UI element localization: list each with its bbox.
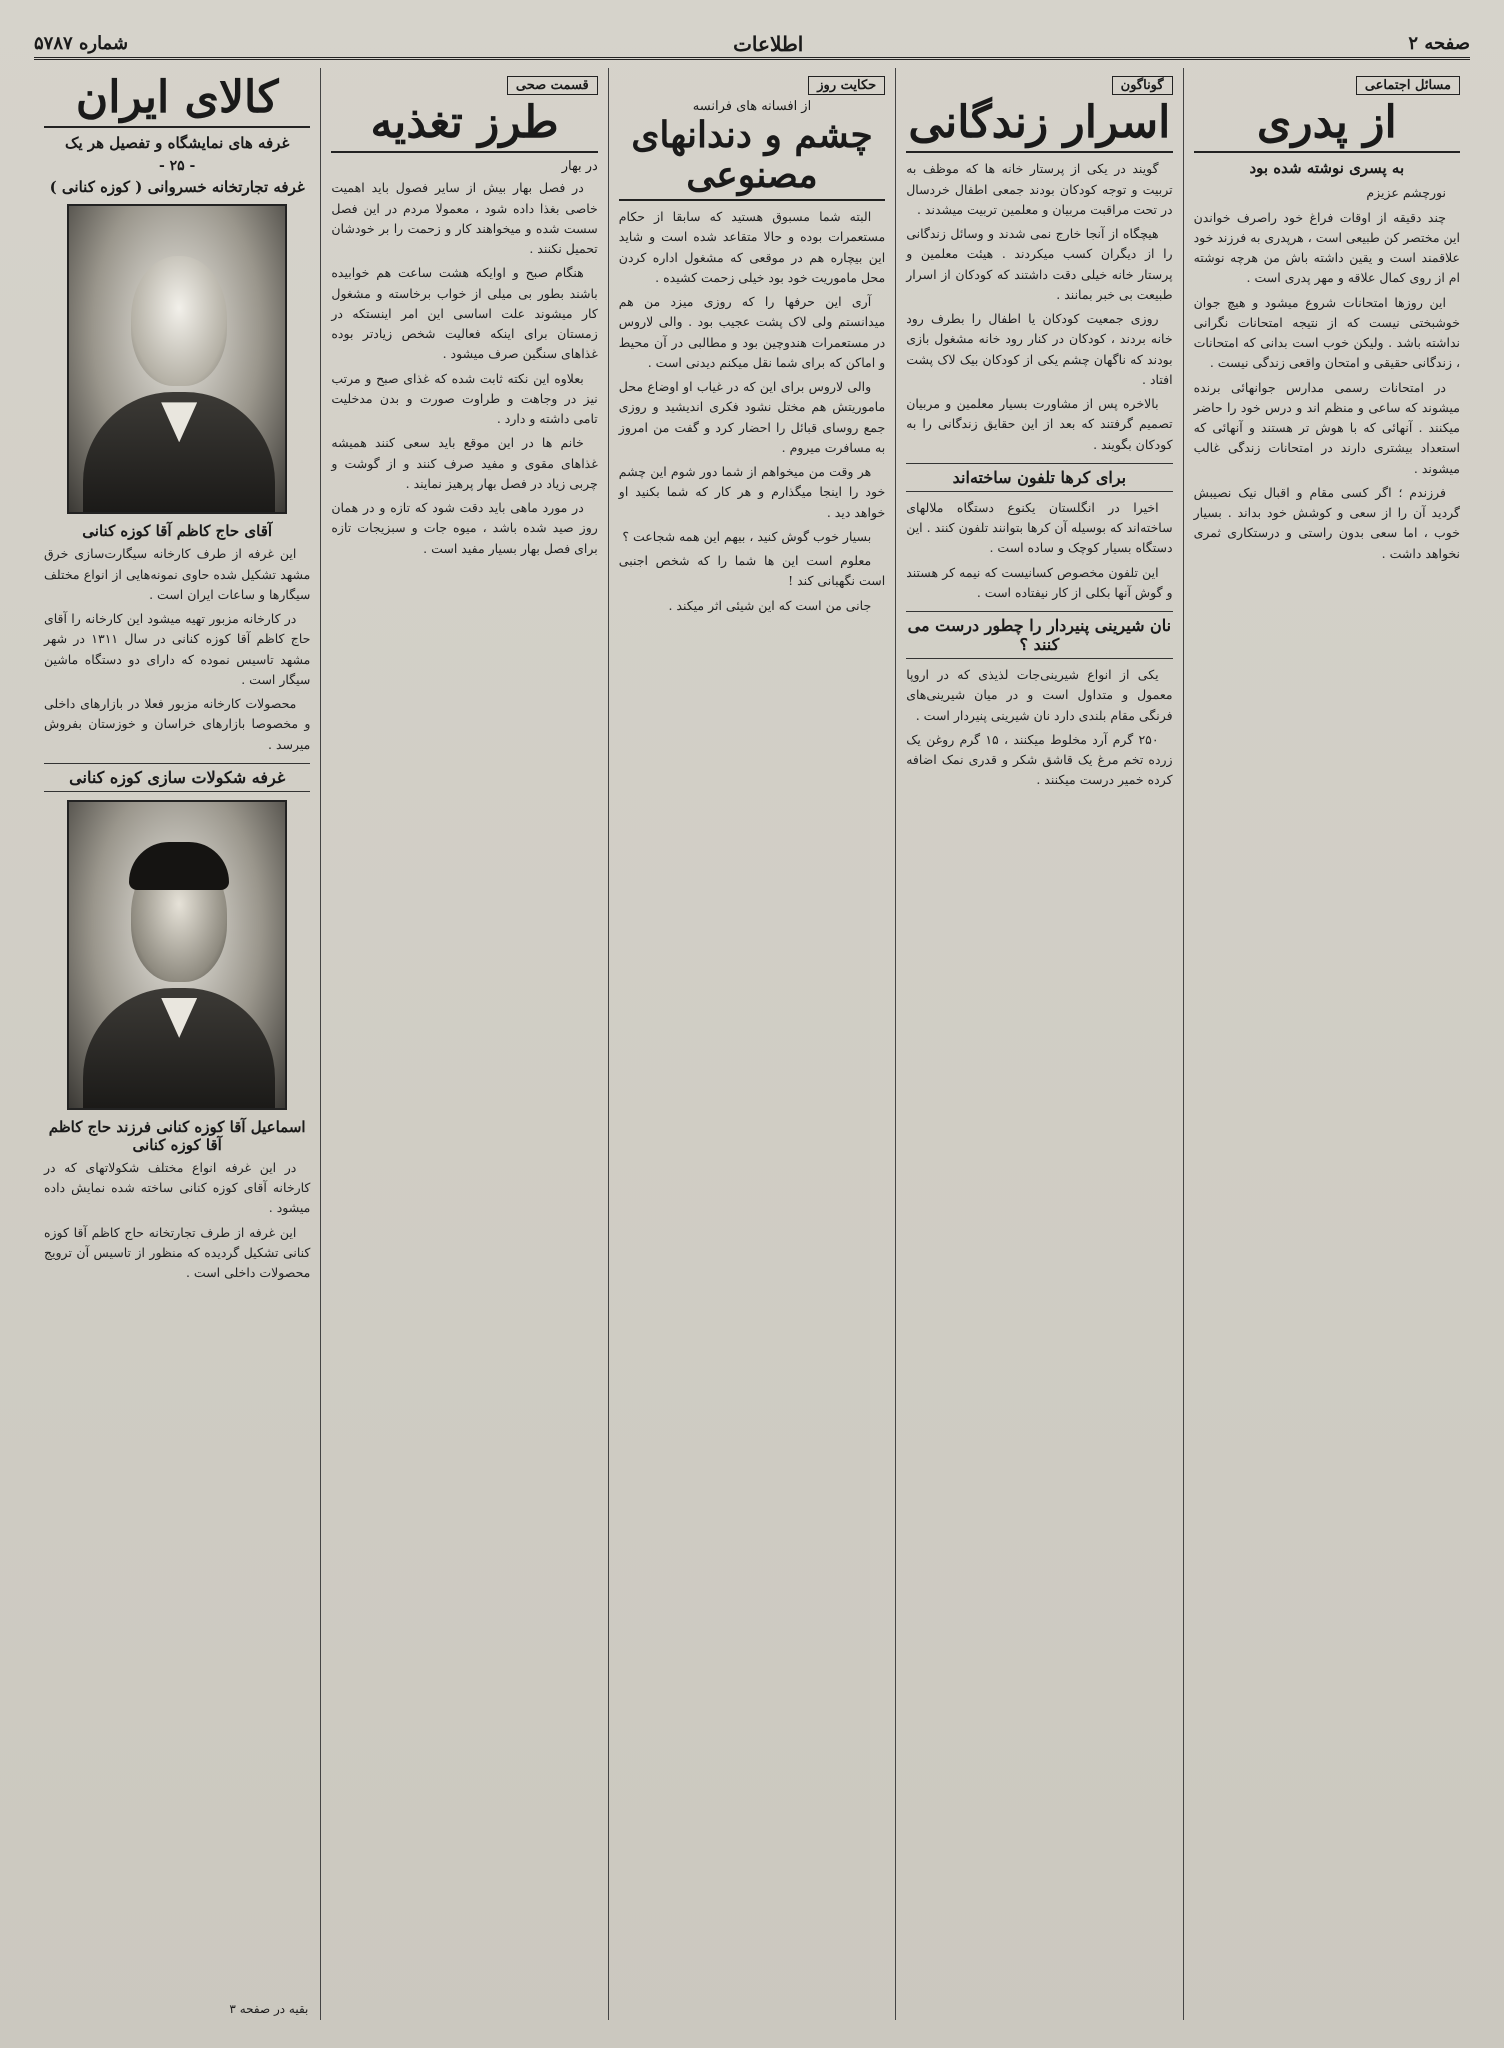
column-nutrition: [320, 68, 607, 2020]
headline-iranian-goods: کالای ایران: [44, 74, 310, 128]
paragraph: والی لاروس برای این که در غیاب او اوضاع محل ماموریتش هم مختل نشود فکری اندیشید و روزی جمع روسای قبائل را احضار کرد و گفت من امروز به مسافرت میروم .: [618, 379, 886, 455]
photo-caption: اسماعیل آقا کوزه کنانی فرزند حاج کاظم آقا کوزه کنانی: [48, 1117, 306, 1154]
paragraph: در این غرفه انواع مختلف شکولاتهای که در کارخانه آقای کوزه کنانی ساخته شده نمایش داده میشود .: [43, 1159, 311, 1216]
booth-title-chocolate: غرفه شکولات سازی کوزه کنانی: [44, 763, 310, 792]
greeting: نورچشم عزیزم: [1366, 185, 1446, 201]
column-iranian-goods: [34, 68, 320, 2020]
paragraph: این غرفه از طرف کارخانه سیگارت‌سازی خرق مشهد تشکیل شده حاوی نمونه‌هایی از انواع مختلف سیگارها و ساعات ایران است .: [43, 546, 311, 602]
subheading-telephone: برای کرها تلفون ساخته‌اند: [906, 463, 1172, 492]
paragraph: روزی جمعیت کودکان یا اطفال را بطرف رود خانه بردند ، کودکان در کنار رود خانه مشغول بازی بودند که ناگهان چشم یکی از کودکان بیک لاک پشت افتاد .: [906, 311, 1173, 387]
section-tag: مسائل اجتماعی: [1356, 76, 1460, 95]
paragraph: ۲۵۰ گرم آرد مخلوط میکنند ، ۱۵ گرم روغن یک زرده تخم مرغ یک قاشق شکر و قدری نمک اضافه کرده خمیر درست میکنند .: [906, 731, 1173, 788]
article-body: [44, 544, 310, 755]
paragraph: البته شما مسبوق هستید که سابقا از حکام مستعمرات بوده و حالا متقاعد شده است و شاید این بیچاره هم در موقعی که مشغول اداره کردن محل ماموریت خود بود خیلی زحمت کشیده .: [618, 209, 886, 285]
columns: [34, 68, 1470, 2020]
page-label: صفحه ۲: [1408, 33, 1470, 54]
article-body: [906, 159, 1172, 455]
column-secrets-of-life: [895, 68, 1182, 2020]
portrait-photo-elder: [67, 204, 287, 514]
installment-number: - ۲۵ -: [158, 158, 196, 175]
portrait-hair: [129, 842, 229, 890]
article-body: [619, 207, 885, 616]
paragraph: هنگام صبح و اوایکه هشت ساعت هم خوابیده باشند بطور بی میلی از خواب برخاسته و مشغول کار میشوند علت اساسی این امر اینستکه در زمستان برای اینکه فعالیت شخص زیادتر بوده غذاهای سنگین صرف میشود .: [331, 265, 598, 362]
paragraph: فرزندم ؛ اگر کسی مقام و اقبال نیک نصیبش گردید آن را از سعی و کوشش خود بداند . بسیار خوب ، اما سعی بدون راستی و درستکاری ثمری نخواهد داشت .: [1193, 484, 1460, 561]
paragraph: هر وقت من میخواهم از شما دور شوم این چشم خود را اینجا میگذارم و هر کار که شما بکنید او خواهد دید .: [618, 464, 886, 520]
paragraph: در کارخانه مزبور تهیه میشود این کارخانه را آقای حاج کاظم آقا کوزه کنانی در سال ۱۳۱۱ در شهر مشهد تاسیس نموده که دارای دو دستگاه ماشین سیگار است .: [43, 611, 311, 687]
booth-title: غرفه تجارتخانه خسروانی ( کوزه کنانی ): [49, 178, 305, 197]
column-artificial-eyes: [608, 68, 895, 2020]
paragraph: یکی از انواع شیرینی‌جات لذیذی که در اروپا معمول و متداول است و در میان شیرینی‌های فرنگی مقام بلندی دارد نان شیرینی پنیردار است .: [906, 667, 1173, 723]
article-body: [331, 178, 597, 559]
continued-note: بقیه در صفحه ۳: [229, 2002, 309, 2016]
paragraph: گویند در یکی از پرستار خانه ها که موظف به تربیت و توجه کودکان بودند جمعی اطفال خردسال در تحت مراقبت مربیان و معلمین تربیت میشدند .: [906, 161, 1173, 217]
masthead: [34, 30, 1470, 60]
paragraph: در امتحانات رسمی مدارس جوانهائی برنده میشوند که ساعی و منظم اند و درس خود را حاضر میکنند . آنهائی که با هوش تر هستند و آنهائی که استعداد بیشتری دارند در امتحانات زندگی غالب میشوند .: [1193, 379, 1460, 476]
section-tag: گوناگون: [1112, 76, 1173, 95]
portrait-photo-son: [67, 800, 287, 1110]
article-body: [906, 498, 1172, 603]
kicker: از افسانه های فرانسه: [692, 99, 812, 114]
issue-label: شماره ۵۷۸۷: [34, 33, 129, 54]
article-body: [44, 1158, 310, 1284]
dialogue-line: جانی من است که این شیئی اثر میکند .: [668, 597, 872, 613]
dialogue-line: معلوم است این ها شما را که شخص اجنبی است نگهبانی کند !: [618, 553, 886, 589]
paragraph: هیچگاه از آنجا خارج نمی شدند و وسائل زندگانی را از دیگران کسب میکردند . هیئت معلمین و پرستار خانه خیلی دقت داشتند که کودکان از اسرار طبیعت بی خبر بمانند .: [906, 226, 1173, 302]
subhead: غرفه های نمایشگاه و تفصیل هر یک: [65, 134, 290, 153]
subhead: به پسری نوشته شده بود: [1249, 159, 1405, 178]
section-tag: حکایت روز: [808, 76, 885, 95]
headline-artificial-eyes: چشم و دندانهای مصنوعی: [619, 116, 885, 201]
paragraph: بعلاوه این نکته ثابت شده که غذای صبح و مرتب نیز در وجاهت و طراوت صورت و بدن مدخلیت تامی داشته و دارد .: [331, 370, 598, 427]
subheading-cheese-bread: نان شیرینی پنیردار را چطور درست می کنند ؟: [906, 611, 1172, 659]
paragraph: محصولات کارخانه مزبور فعلا در بازارهای داخلی و مخصوصا بازارهای خراسان و خوزستان بفروش میرسد .: [43, 696, 311, 752]
dialogue-line: بسیار خوب گوش کنید ، بیهم این همه شجاعت ؟: [622, 528, 872, 544]
photo-caption: آقای حاج کاظم آقا کوزه کنانی: [82, 522, 273, 541]
paragraph: در مورد ماهی باید دقت شود که تازه و در همان روز صید شده باشد ، میوه جات و سبزیجات تازه برای فصل بهار بسیار مفید است .: [331, 500, 598, 556]
paper-name: اطلاعات: [733, 31, 804, 56]
paragraph: این تلفون مخصوص کسانیست که نیمه کر هستند و گوش آنها بکلی از کار نیفتاده است .: [906, 564, 1173, 600]
paragraph: چند دقیقه از اوقات فراغ خود راصرف خواندن این مختصر کن طبیعی است ، هرپدری به فرزند خود علاقمند است و یقین داشته باش من هرچه نوشته ام از روی کمال علاقه و مهر پدری است .: [1193, 209, 1460, 286]
article-body: [906, 665, 1172, 791]
column-from-father: [1183, 68, 1470, 2020]
paragraph: آری این حرفها را که روزی میزد من هم میدانستم ولی لاک پشت عجیب بود . والی لاروس در مستعمرات هندوچین بود و مطالبی در آن محیط و اماکن که برای شما نقل میکنم دیدنی است .: [618, 294, 886, 370]
section-tag: قسمت صحی: [507, 76, 598, 95]
paragraph: بالاخره پس از مشاورت بسیار معلمین و مربیان تصمیم گرفتند که بعد از این حقایق زندگانی را به کودکان بگویند .: [906, 396, 1173, 452]
headline-nutrition: طرز تغذیه: [331, 99, 597, 153]
paragraph: این غرفه از طرف تجارتخانه حاج کاظم آقا کوزه کنانی تشکیل گردیده که منظور از تاسیس آن ترویج محصولات داخلی است .: [43, 1224, 311, 1281]
byline: در بهار: [561, 159, 598, 175]
paragraph: در فصل بهار بیش از سایر فصول باید اهمیت خاصی بغذا داده شود ، معمولا مردم در این فصل سست شده و میخواهند کار و زحمت را بر خودشان تحمیل نکنند .: [331, 180, 598, 257]
article-body: [1194, 183, 1460, 564]
paragraph: خانم ها در این موقع باید سعی کنند همیشه غذاهای مقوی و مفید صرف کنند و از گوشت و چربی زیاد در فصل بهار پرهیز نمایند .: [331, 435, 598, 491]
portrait-face: [131, 256, 227, 386]
headline-secrets-of-life: اسرار زندگانی: [906, 99, 1172, 153]
paragraph: اخیرا در انگلستان یکنوع دستگاه ملالهای ساخته‌اند که بوسیله آن کرها بتوانند تلفون کنند . این دستگاه بسیار کوچک و ساده است .: [906, 499, 1173, 556]
paragraph: این روزها امتحانات شروع میشود و هیچ جوان خوشبختی نیست که از نتیجه امتحانات نگرانی نداشته باشد . ولیکن خوب است بدانی که امتحانات ، زندگانی حقیقی و امتحان واقعی زندگی نیست .: [1193, 294, 1460, 371]
headline-from-father: از پدری: [1194, 99, 1460, 153]
